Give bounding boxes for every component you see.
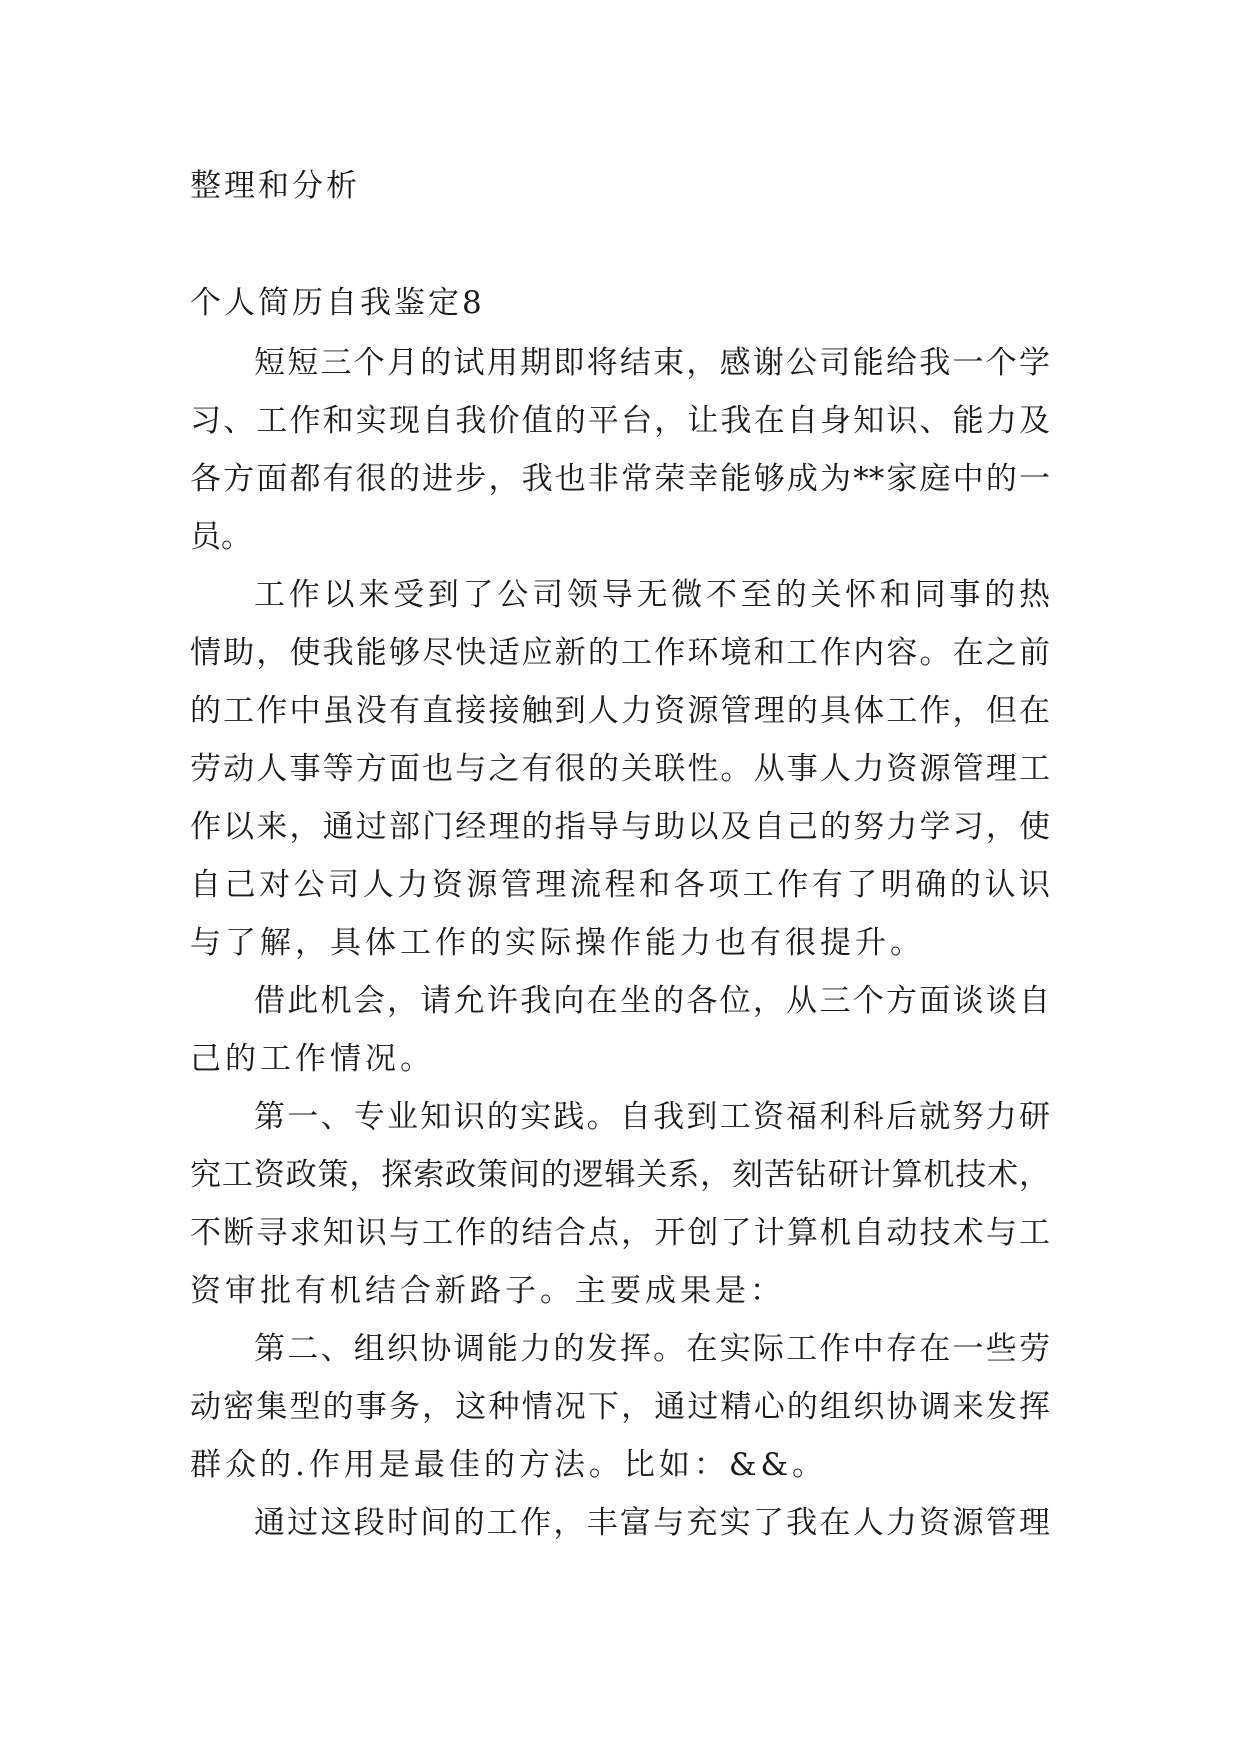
paragraph-line: 究工资政策，探索政策间的逻辑关系，刻苦钻研计算机技术， — [190, 1157, 1050, 1193]
paragraph-line: 不断寻求知识与工作的结合点，开创了计算机自动技术与工 — [190, 1215, 1050, 1251]
top-heading: 整理和分析 — [190, 168, 360, 204]
paragraph-line: 情助，使我能够尽快适应新的工作环境和工作内容。在之前 — [190, 635, 1050, 671]
paragraph-line: 各方面都有很的进步，我也非常荣幸能够成为**家庭中的一 — [190, 461, 1050, 497]
paragraph-line: 借此机会，请允许我向在坐的各位，从三个方面谈谈自 — [254, 983, 1050, 1019]
paragraph-line: 作以来，通过部门经理的指导与助以及自己的努力学习，使 — [190, 809, 1050, 845]
paragraph-line: 己的工作情况。 — [190, 1041, 435, 1077]
paragraph-line: 短短三个月的试用期即将结束，感谢公司能给我一个学 — [254, 345, 1050, 381]
paragraph-line: 通过这段时间的工作，丰富与充实了我在人力资源管理 — [254, 1505, 1050, 1541]
paragraph-line: 第二、组织协调能力的发挥。在实际工作中存在一些劳 — [254, 1331, 1050, 1367]
paragraph-line: 员。 — [190, 519, 252, 555]
paragraph-line: 动密集型的事务，这种情况下，通过精心的组织协调来发挥 — [190, 1389, 1050, 1425]
paragraph-line: 第一、专业知识的实践。自我到工资福利科后就努力研 — [254, 1099, 1050, 1135]
document-title: 个人简历自我鉴定8 — [190, 285, 485, 321]
paragraph-line: 资审批有机结合新路子。主要成果是： — [190, 1273, 785, 1309]
paragraph-line: 劳动人事等方面也与之有很的关联性。从事人力资源管理工 — [190, 751, 1050, 787]
paragraph-line: 习、工作和实现自我价值的平台，让我在自身知识、能力及 — [190, 403, 1050, 439]
paragraph-line: 群众的.作用是最佳的方法。比如：&&。 — [190, 1447, 828, 1483]
paragraph-line: 与了解，具体工作的实际操作能力也有很提升。 — [190, 925, 925, 961]
paragraph-line: 自己对公司人力资源管理流程和各项工作有了明确的认识 — [190, 867, 1050, 903]
paragraph-line: 工作以来受到了公司领导无微不至的关怀和同事的热 — [254, 577, 1050, 613]
paragraph-line: 的工作中虽没有直接接触到人力资源管理的具体工作，但在 — [190, 693, 1050, 729]
